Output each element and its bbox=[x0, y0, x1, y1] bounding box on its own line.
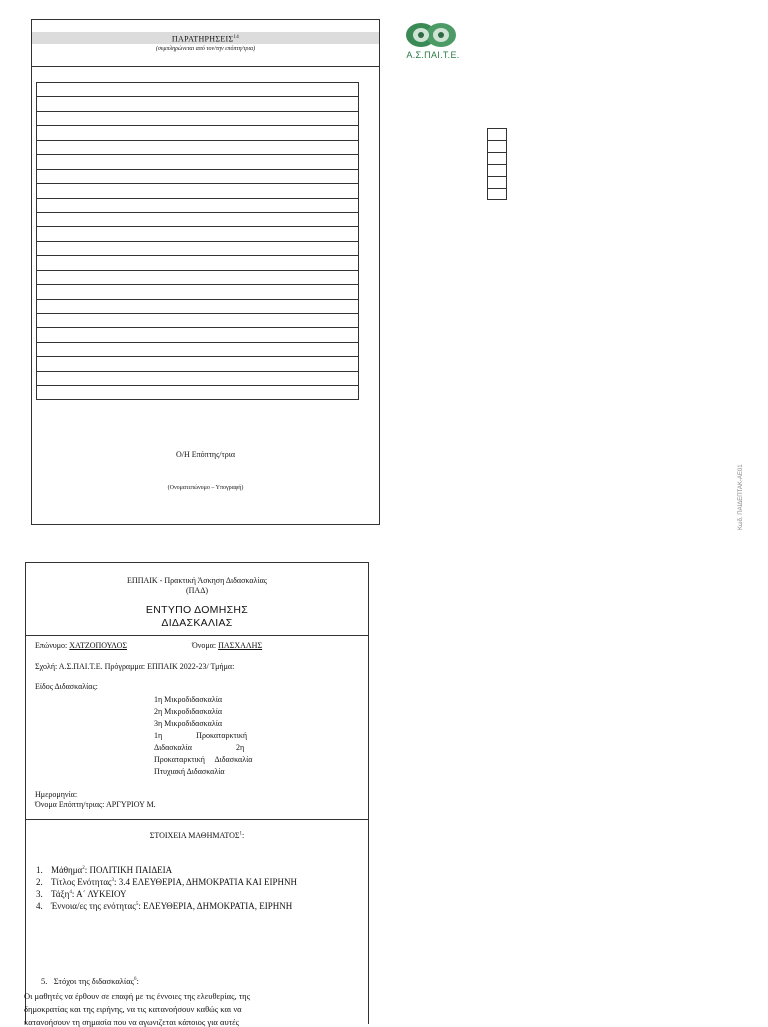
item-value: : ΕΛΕΥΘΕΡΙΑ, ΔΗΜΟΚΡΑΤΙΑ, ΕΙΡΗΝΗ bbox=[138, 901, 293, 911]
logo-text: Α.Σ.ΠΑΙ.Τ.Ε. bbox=[406, 50, 460, 60]
observation-line bbox=[36, 241, 359, 255]
observation-line bbox=[36, 255, 359, 269]
surname-label: Επώνυμο: bbox=[35, 641, 68, 650]
student-info-section bbox=[26, 635, 368, 820]
footnote-marker: 5 bbox=[135, 902, 139, 907]
teaching-type-option: 1η Μικροδιδασκαλία bbox=[154, 695, 223, 704]
lesson-title-text: ΣΤΟΙΧΕΙΑ ΜΑΘΗΜΑΤΟΣ bbox=[149, 831, 240, 840]
lesson-subject-item bbox=[36, 865, 172, 875]
observations-subtitle: (συμπληρώνεται από τον/την επόπτη/τρια) bbox=[155, 46, 256, 52]
lesson-structure-form bbox=[24, 562, 369, 1027]
observation-line bbox=[36, 198, 359, 212]
footnote-marker: 1 bbox=[239, 831, 243, 837]
item-value: : ΠΟΛΙΤΙΚΗ ΠΑΙΔΕΙΑ bbox=[84, 865, 173, 875]
observations-lines bbox=[36, 82, 359, 400]
observations-header bbox=[32, 20, 379, 67]
footnote-marker: 4 bbox=[69, 890, 72, 895]
observations-title-text: ΠΑΡΑΤΗΡΗΣΕΙΣ bbox=[171, 34, 234, 44]
surname-value: ΧΑΤΖΟΠΟΥΛΟΣ bbox=[69, 641, 128, 650]
item-label: Μάθημα bbox=[51, 865, 83, 875]
form-title-line-1: ΕΝΤΥΠΟ ΔΟΜΗΣΗΣ bbox=[145, 604, 249, 616]
name-field bbox=[192, 641, 262, 650]
observation-line bbox=[36, 327, 359, 341]
footnote-marker: 14 bbox=[233, 35, 240, 40]
supervisor-name-line: Όνομα Επόπτη/τριας: ΑΡΓΥΡΙΟΥ Μ. bbox=[35, 800, 156, 809]
grid-cell bbox=[487, 164, 507, 176]
document-code: Κωδ. ΠΑΙΔΕΠΤΑΚ-ΑΕ01 bbox=[738, 464, 744, 530]
observation-line bbox=[36, 111, 359, 125]
observations-title bbox=[32, 32, 379, 44]
lesson-class-item bbox=[36, 889, 127, 899]
teaching-goals-text-line: Οι μαθητές να έρθουν σε επαφή με τις έννοιες της ελευθερίας, της bbox=[24, 991, 250, 1001]
observation-line bbox=[36, 226, 359, 240]
surname-field bbox=[35, 641, 127, 650]
observation-line bbox=[36, 154, 359, 168]
lesson-details-title: ΣΤΟΙΧΕΙΑ ΜΑΘΗΜΑΤΟΣ$^1$: bbox=[149, 831, 245, 840]
date-label: Ημερομηνία: bbox=[35, 790, 78, 799]
observation-line bbox=[36, 356, 359, 370]
form-header bbox=[26, 563, 368, 636]
name-value: ΠΑΣΧΑΛΗΣ bbox=[218, 641, 263, 650]
lesson-concepts-item bbox=[36, 901, 292, 911]
supervisor-signature-label: Ο/Η Επόπτης/τρια bbox=[175, 450, 236, 459]
teaching-type-option: 2η Μικροδιδασκαλία bbox=[154, 707, 223, 716]
grid-cell bbox=[487, 152, 507, 164]
item-number: 4. bbox=[36, 901, 43, 911]
name-label: Όνομα: bbox=[192, 641, 217, 650]
grid-cell bbox=[487, 140, 507, 152]
teaching-goals-text-line: κατανοήσουν τη σημασία που να αγωνιζεται κάποιος για αυτές bbox=[24, 1017, 240, 1027]
logo-emblem-icon bbox=[398, 20, 468, 50]
teaching-type-option: Προκαταρκτική Διδασκαλία bbox=[154, 755, 253, 764]
observation-line bbox=[36, 125, 359, 139]
grid-cell bbox=[487, 128, 507, 140]
observation-line bbox=[36, 96, 359, 110]
footnote-marker: 3 bbox=[111, 878, 114, 883]
observation-line bbox=[36, 183, 359, 197]
item-number: 1. bbox=[36, 865, 43, 875]
teaching-goals-label: 5. Στόχοι της διδασκαλίας$^6$: bbox=[41, 976, 139, 986]
item-number: 2. bbox=[36, 877, 43, 887]
item-value: : 3.4 ΕΛΕΥΘΕΡΙΑ, ΔΗΜΟΚΡΑΤΙΑ ΚΑΙ ΕΙΡΗΝΗ bbox=[114, 877, 297, 887]
observations-box bbox=[31, 19, 380, 525]
aspaite-logo bbox=[398, 20, 468, 64]
teaching-goals-text-line: δημοκρατίας και της ειρήνης, να τις κατανοήσουν καθώς και να bbox=[24, 1004, 242, 1014]
observation-line bbox=[36, 270, 359, 284]
observation-line bbox=[36, 82, 359, 96]
program-line-1: ΕΠΠΑΙΚ - Πρακτική Άσκηση Διδασκαλίας bbox=[127, 576, 267, 585]
item-label: Τίτλος Ενότητας bbox=[51, 877, 112, 887]
observation-line bbox=[36, 313, 359, 327]
observation-line bbox=[36, 385, 359, 399]
item-label: Έννοια/ες της ενότητας bbox=[51, 901, 136, 911]
form-title-line-2: ΔΙΔΑΣΚΑΛΙΑΣ bbox=[161, 617, 233, 629]
observation-line bbox=[36, 140, 359, 154]
signature-instructions: (Ονοματεπώνυμο – Υπογραφή) bbox=[167, 485, 244, 491]
small-check-grid bbox=[487, 128, 507, 200]
observation-line bbox=[36, 342, 359, 356]
program-name bbox=[26, 576, 368, 596]
item-value: : Α΄ ΛΥΚΕΙΟΥ bbox=[71, 889, 127, 899]
teaching-type-options bbox=[154, 694, 252, 778]
teaching-type-option: Πτυχιακή Διδασκαλία bbox=[154, 767, 225, 776]
grid-cell bbox=[487, 176, 507, 188]
goals-label-text: 5. Στόχοι της διδασκαλίας bbox=[41, 976, 135, 986]
observation-line bbox=[36, 299, 359, 313]
school-program-line: Σχολή: Α.Σ.ΠΑΙ.Τ.Ε. Πρόγραμμα: ΕΠΠΑΙΚ 2022-23/ Τμήμα: bbox=[35, 662, 235, 671]
teaching-type-option: Διδασκαλία 2η bbox=[154, 743, 245, 752]
item-number: 3. bbox=[36, 889, 43, 899]
footnote-marker: 6 bbox=[134, 977, 137, 983]
teaching-type-option: 3η Μικροδιδασκαλία bbox=[154, 719, 223, 728]
teaching-type-label: Είδος Διδασκαλίας: bbox=[35, 682, 98, 691]
grid-cell bbox=[487, 188, 507, 200]
item-label: Τάξη bbox=[51, 889, 70, 899]
form-title bbox=[26, 604, 368, 630]
lesson-unit-title-item bbox=[36, 877, 297, 887]
footnote-marker: 2 bbox=[82, 866, 85, 871]
program-line-2: (ΠΑΔ) bbox=[185, 586, 209, 595]
observation-line bbox=[36, 371, 359, 385]
observation-line bbox=[36, 212, 359, 226]
observation-line bbox=[36, 284, 359, 298]
observation-line bbox=[36, 169, 359, 183]
teaching-type-option: 1η Προκαταρκτική bbox=[154, 731, 248, 740]
